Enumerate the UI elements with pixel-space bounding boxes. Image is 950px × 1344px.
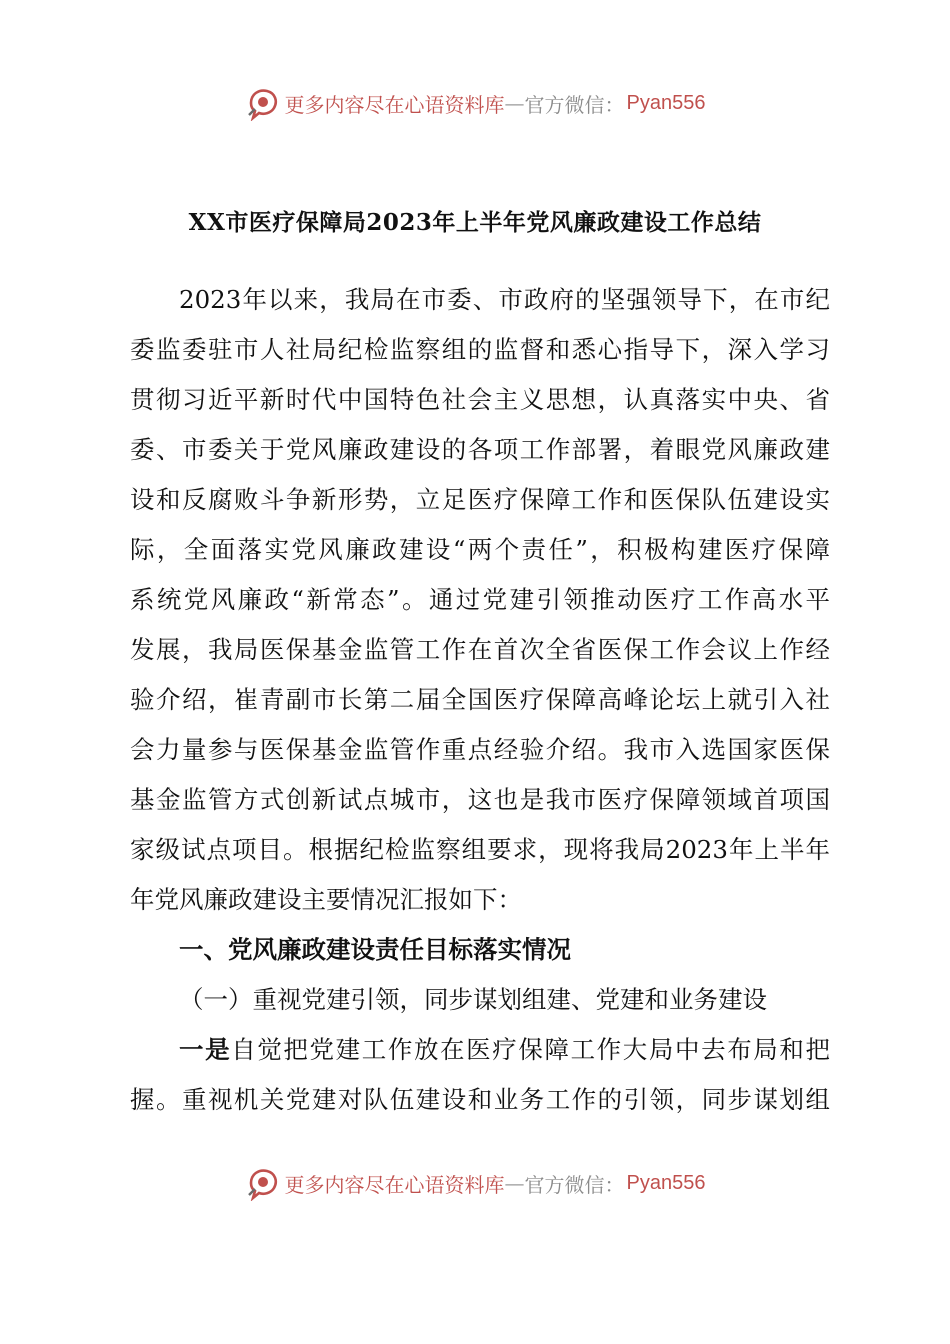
paragraph-lead-bold: 一是 <box>179 1035 232 1064</box>
document-title: XX市医疗保障局2023年上半年党风廉政建设工作总结 <box>188 209 762 236</box>
watermark-separator: — <box>504 91 525 115</box>
intro-line: 际，全面落实党风廉政建设“两个责任”，积极构建医疗保障 <box>130 535 830 564</box>
intro-line: 发展，我局医保基金监管工作在首次全省医保工作会议上作经 <box>130 635 830 664</box>
intro-line: 年党风廉政建设主要情况汇报如下： <box>130 885 522 914</box>
watermark-banner-top <box>0 83 950 123</box>
subsection-heading: （一）重视党建引领，同步谋划组建、党建和业务建设 <box>179 985 767 1014</box>
watermark-official-label: 官方微信： <box>524 1172 625 1197</box>
intro-line: 设和反腐败斗争新形势，立足医疗保障工作和医保队伍建设实 <box>130 485 830 514</box>
watermark-brand: 更多内容尽在心语资料库 <box>284 1172 505 1197</box>
watermark-separator: — <box>504 1171 525 1195</box>
intro-line: 基金监管方式创新试点城市，这也是我市医疗保障领域首项国 <box>130 785 830 814</box>
section-heading: 一、党风廉政建设责任目标落实情况 <box>179 935 571 964</box>
intro-line: 家级试点项目。根据纪检监察组要求，现将我局2023年上半年 <box>130 835 830 864</box>
watermark-banner-bottom <box>0 1163 950 1203</box>
paragraph-lead-text: 自觉把党建工作放在医疗保障工作大局中去布局和把 <box>231 1035 830 1064</box>
intro-line: 会力量参与医保基金监管作重点经验介绍。我市入选国家医保 <box>130 735 830 764</box>
speech-bubble-logo-icon <box>245 1165 281 1201</box>
intro-line: 验介绍，崔青副市长第二届全国医疗保障高峰论坛上就引入社 <box>130 685 830 714</box>
intro-line: 系统党风廉政“新常态”。通过党建引领推动医疗工作高水平 <box>130 585 830 614</box>
intro-line: 2023年以来，我局在市委、市政府的坚强领导下，在市纪 <box>179 285 830 314</box>
intro-line: 贯彻习近平新时代中国特色社会主义思想，认真落实中央、省 <box>130 385 830 414</box>
intro-line: 委监委驻市人社局纪检监察组的监督和悉心指导下，深入学习 <box>130 335 830 364</box>
watermark-brand: 更多内容尽在心语资料库 <box>284 92 505 117</box>
watermark-wechat-id: Pyan556 <box>626 1171 706 1194</box>
watermark-official-label: 官方微信： <box>524 92 625 117</box>
speech-bubble-logo-icon <box>245 85 281 121</box>
paragraph-line <box>130 1025 830 1075</box>
paragraph-line: 握。重视机关党建对队伍建设和业务工作的引领，同步谋划组 <box>130 1085 830 1114</box>
intro-line: 委、市委关于党风廉政建设的各项工作部署，着眼党风廉政建 <box>130 435 830 464</box>
document-body <box>130 275 830 1125</box>
watermark-wechat-id: Pyan556 <box>626 91 706 114</box>
